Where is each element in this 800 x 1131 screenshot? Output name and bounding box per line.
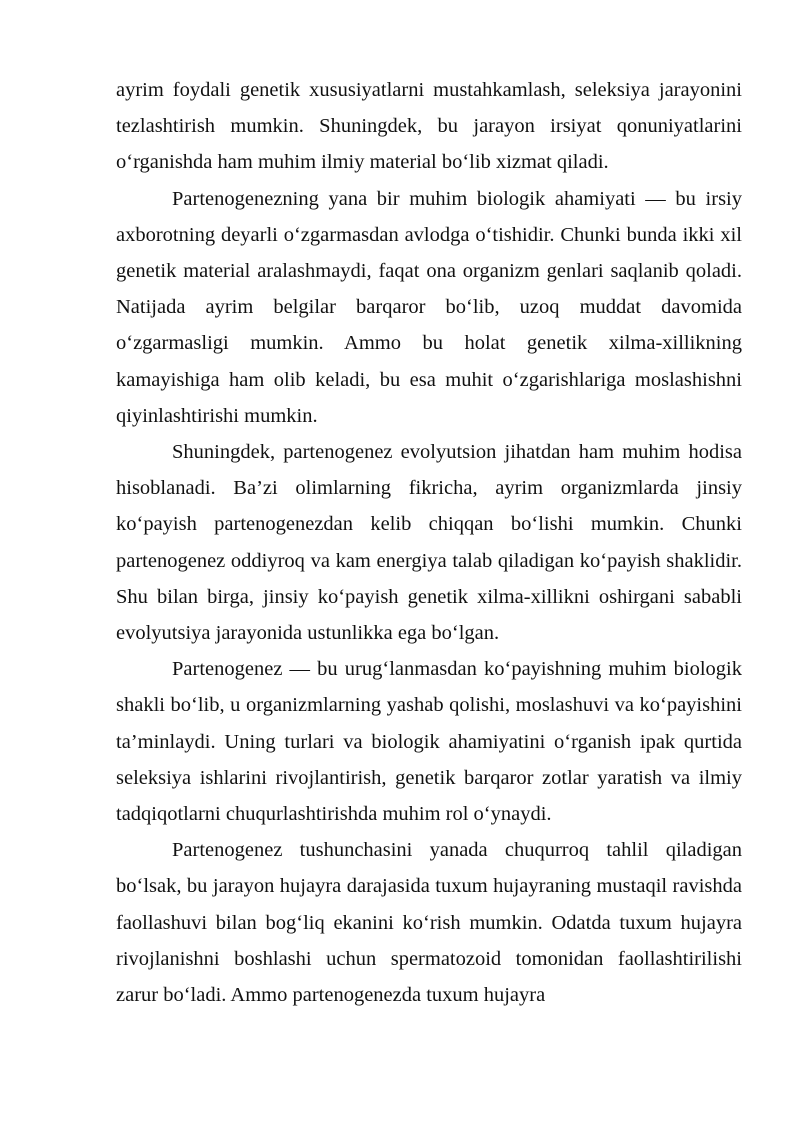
document-page xyxy=(116,72,742,1013)
paragraph-4: Partenogenez — bu urug‘lanmasdan ko‘payishning muhim biologik shakli bo‘lib, u organizmlarning yashab qolishi, moslashuvi va ko‘payishini ta’minlaydi. Uning turlari va biologik ahamiyatini o‘rganish ipak qurtida seleksiya ishlarini rivojlantirish, genetik barqaror zotlar yaratish va ilmiy tadqiqotlarni chuqurlashtirishda muhim rol o‘ynaydi. xyxy=(116,658,742,826)
paragraph-1: ayrim foydali genetik xususiyatlarni mustahkamlash, seleksiya jarayonini tezlashtirish mumkin. Shuningdek, bu jarayon irsiyat qonuniyatlarini o‘rganishda ham muhim ilmiy material bo‘lib xizmat qiladi. xyxy=(116,79,742,174)
paragraph-5: Partenogenez tushunchasini yanada chuqurroq tahlil qiladigan bo‘lsak, bu jarayon hujayra darajasida tuxum hujayraning mustaqil ravishda faollashuvi bilan bog‘liq ekanini ko‘rish mumkin. Odatda tuxum hujayra rivojlanishni boshlashi uchun spermatozoid tomonidan faollashtirilishi zarur bo‘ladi. Ammo partenogenezda tuxum hujayra xyxy=(116,839,742,1007)
paragraph-2: Partenogenezning yana bir muhim biologik ahamiyati — bu irsiy axborotning deyarli o‘zgarmasdan avlodga o‘tishidir. Chunki bunda ikki xil genetik material aralashmaydi, faqat ona organizm genlari saqlanib qoladi. Natijada ayrim belgilar barqaror bo‘lib, uzoq muddat davomida o‘zgarmasligi mumkin. Ammo bu holat genetik xilma-xillikning kamayishiga ham olib keladi, bu esa muhit o‘zgarishlariga moslashishni qiyinlashtirishi mumkin. xyxy=(116,187,742,427)
paragraph-3: Shuningdek, partenogenez evolyutsion jihatdan ham muhim hodisa hisoblanadi. Ba’zi olimlarning fikricha, ayrim organizmlarda jinsiy ko‘payish partenogenezdan kelib chiqqan bo‘lishi mumkin. Chunki partenogenez oddiyroq va kam energiya talab qiladigan ko‘payish shaklidir. Shu bilan birga, jinsiy ko‘payish genetik xilma-xillikni oshirgani sababli evolyutsiya jarayonida ustunlikka ega bo‘lgan. xyxy=(116,441,742,645)
